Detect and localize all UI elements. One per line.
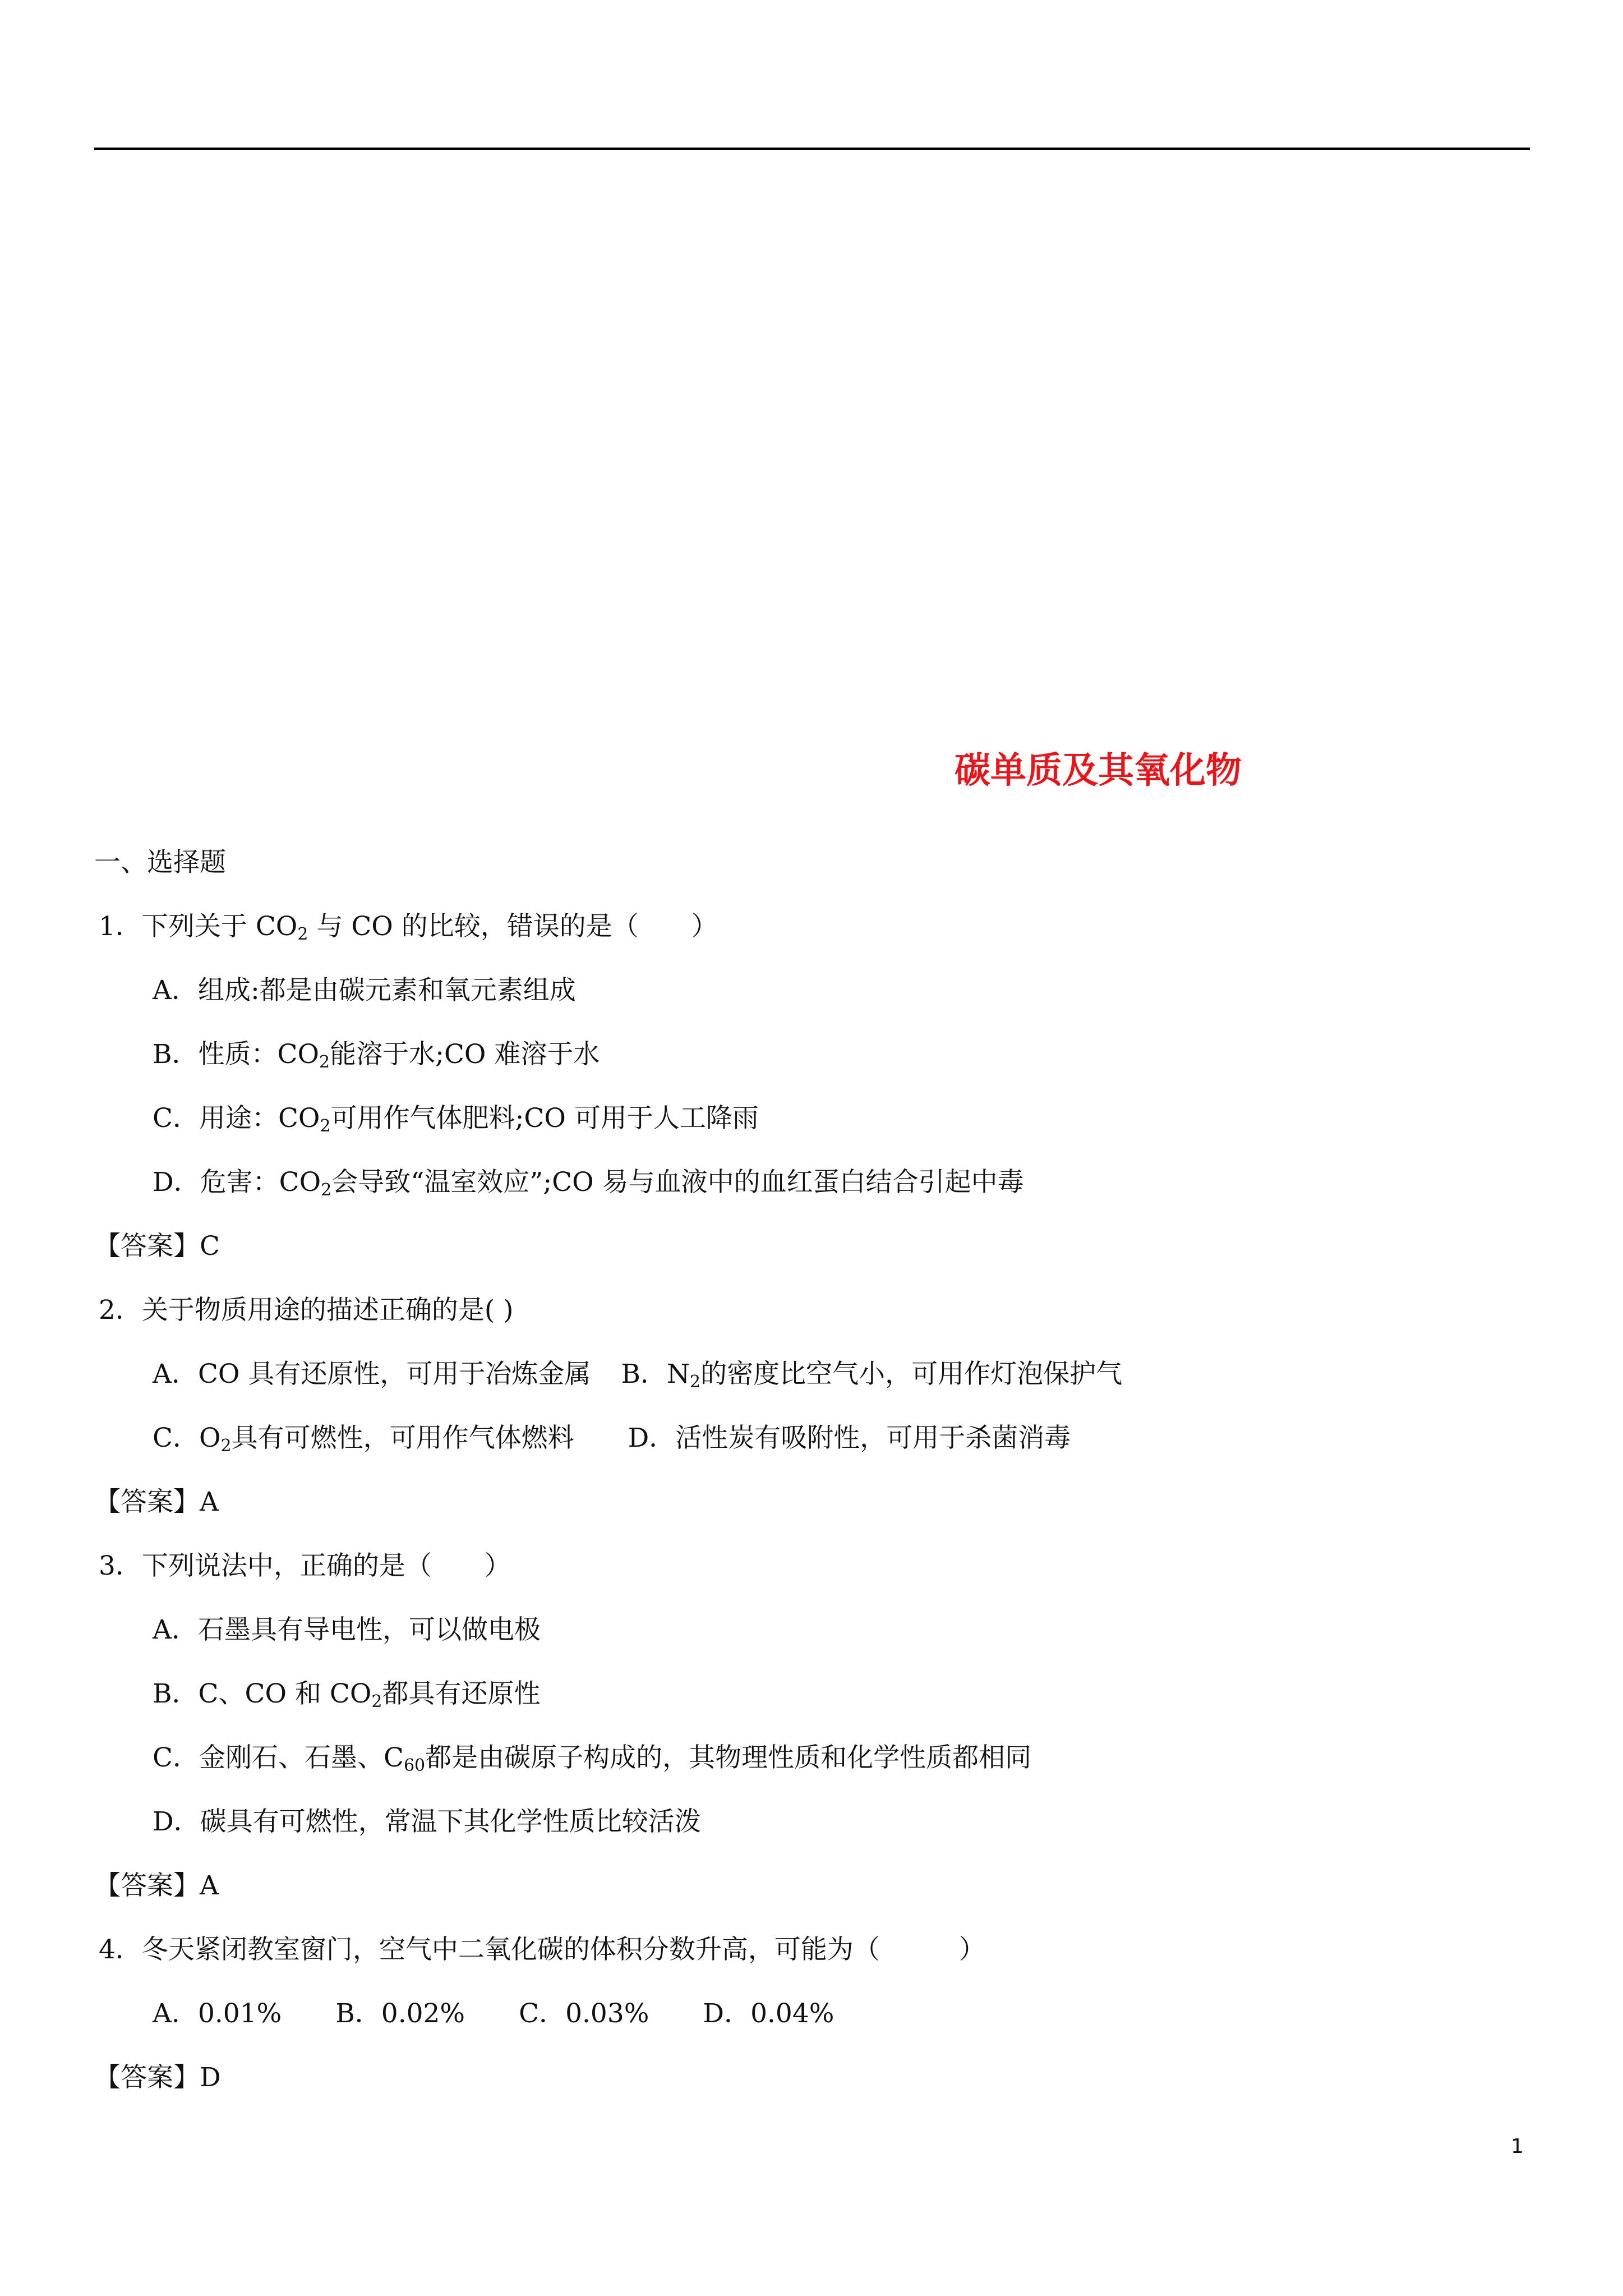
question-4-option-c: C．0.03% [519,1998,649,2029]
question-2-option-d: D．活性炭有吸附性，可用于杀菌消毒 [628,1423,1071,1453]
question-4-stem: 4．冬天紧闭教室窗门，空气中二氧化碳的体积分数升高，可能为（ ） [99,1934,985,1965]
question-3-option-c: C．金刚石、石墨、$C_{60}$都是由碳原子构成的，其物理性质和化学性质都相同 [153,1742,1032,1775]
question-2-option-a: A．CO 具有还原性，可用于冶炼金属 [153,1359,591,1389]
section-heading: 一、选择题 [94,847,226,878]
question-2-answer: 【答案】A [94,1487,219,1517]
question-2-stem: 2．关于物质用途的描述正确的是( ) [99,1295,514,1326]
question-1-option-c: C．用途：$CO_2$可用作气体肥料;CO 可用于人工降雨 [153,1103,759,1136]
question-2-options-row-1 [153,1358,1122,1391]
question-1-stem: 1．下列关于 $CO_2$ 与 CO 的比较，错误的是（ ） [99,911,718,944]
question-4-option-a: A．0.01% [153,1998,282,2029]
question-2-option-b: B．$N_2$的密度比空气小，可用作灯泡保护气 [621,1359,1123,1392]
header-rule [94,148,1530,150]
question-2-option-c: C．$O_2$具有可燃性，可用作气体燃料 [153,1423,574,1456]
page-number: 1 [1511,2135,1524,2158]
question-1-option-b: B．性质：$CO_2$能溶于水;CO 难溶于水 [153,1039,600,1072]
question-3-option-a: A．石墨具有导电性，可以做电极 [153,1614,541,1645]
question-4-option-b: B．0.02% [335,1998,465,2029]
question-1-option-a: A．组成:都是由碳元素和氧元素组成 [153,975,576,1006]
question-4-options [153,1997,834,2031]
question-1-answer: 【答案】C [94,1231,220,1262]
question-3-option-b: B．C、CO 和 $CO_2$都具有还原性 [153,1678,541,1711]
question-3-option-d: D．碳具有可燃性，常温下其化学性质比较活泼 [153,1806,701,1837]
question-4-option-d: D．0.04% [703,1998,834,2029]
question-3-answer: 【答案】A [94,1870,219,1901]
question-2-options-row-2 [153,1421,1071,1455]
question-1-option-d: D．危害：$CO_2$会导致“温室效应”;CO 易与血液中的血红蛋白结合引起中毒 [153,1167,1024,1200]
question-4-answer: 【答案】D [94,2062,221,2093]
question-3-stem: 3．下列说法中，正确的是（ ） [99,1550,511,1581]
page-title: 碳单质及其氧化物 [955,750,1242,792]
